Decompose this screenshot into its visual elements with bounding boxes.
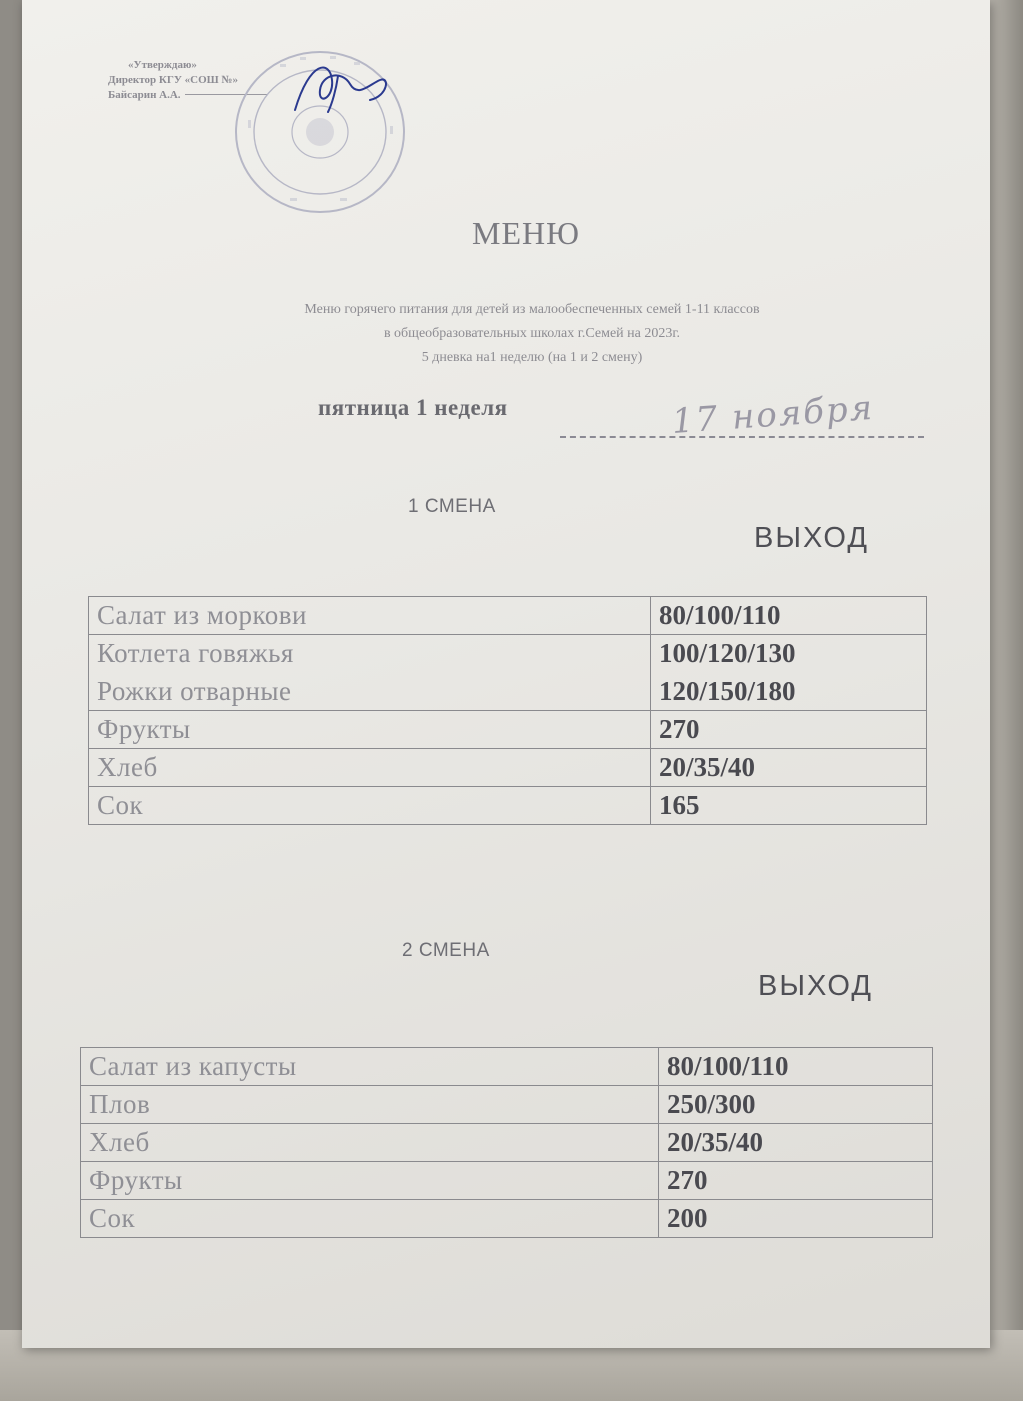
dish-name: Фрукты (89, 711, 651, 749)
table-row (89, 711, 927, 749)
table-row (89, 635, 927, 673)
table-row (89, 749, 927, 787)
dish-name: Хлеб (89, 749, 651, 787)
dish-name: Салат из моркови (89, 597, 651, 635)
table-row (89, 673, 927, 711)
table-row (81, 1048, 933, 1086)
portion-amount: 20/35/40 (659, 1124, 933, 1162)
portion-amount: 165 (651, 787, 927, 825)
shift-1-label: 1 СМЕНА (408, 496, 496, 517)
portion-amount: 80/100/110 (651, 597, 927, 635)
description-line-2: в общеобразовательных школах г.Семей на 2023г. (383, 326, 681, 341)
shift-1-menu-table (88, 596, 927, 825)
dish-name: Салат из капусты (81, 1048, 659, 1086)
menu-description (172, 298, 892, 370)
portion-amount: 250/300 (659, 1086, 933, 1124)
day-heading: пятница 1 неделя (318, 395, 508, 420)
handwritten-date: 17 ноября (670, 387, 876, 442)
portion-amount: 200 (659, 1200, 933, 1238)
official-stamp (220, 40, 420, 220)
portion-amount: 100/120/130 (651, 635, 927, 673)
portion-amount: 270 (659, 1162, 933, 1200)
dish-name: Сок (81, 1200, 659, 1238)
description-line-3: 5 дневка на1 неделю (на 1 и 2 смену) (421, 350, 643, 365)
dish-name: Котлета говяжья (89, 635, 651, 673)
portion-amount: 270 (651, 711, 927, 749)
signature-scribble (295, 68, 386, 112)
portion-amount: 80/100/110 (659, 1048, 933, 1086)
table-row (81, 1086, 933, 1124)
dish-name: Фрукты (81, 1162, 659, 1200)
shift-1-output-label: ВЫХОД (754, 522, 869, 554)
table-row (89, 597, 927, 635)
shift-2-label: 2 СМЕНА (402, 940, 490, 961)
dish-name: Рожки отварные (89, 673, 651, 711)
dish-name: Сок (89, 787, 651, 825)
table-row (89, 787, 927, 825)
approval-line-3: Байсарин А.А. (108, 89, 181, 101)
dish-name: Хлеб (81, 1124, 659, 1162)
page-title: МЕНЮ (472, 215, 580, 251)
table-row (81, 1162, 933, 1200)
approval-line-2: Директор КГУ «СОШ №» (108, 74, 239, 86)
table-row (81, 1124, 933, 1162)
description-line-1: Меню горячего питания для детей из малообеспеченных семей 1-11 классов (304, 302, 760, 317)
portion-amount: 120/150/180 (651, 673, 927, 711)
background-wall (990, 0, 1023, 1401)
shift-2-output-label: ВЫХОД (758, 970, 873, 1002)
menu-document (22, 0, 990, 1348)
table-row (81, 1200, 933, 1238)
dish-name: Плов (81, 1086, 659, 1124)
approval-line-1: «Утверждаю» (128, 59, 197, 71)
portion-amount: 20/35/40 (651, 749, 927, 787)
shift-2-menu-table (80, 1047, 933, 1238)
